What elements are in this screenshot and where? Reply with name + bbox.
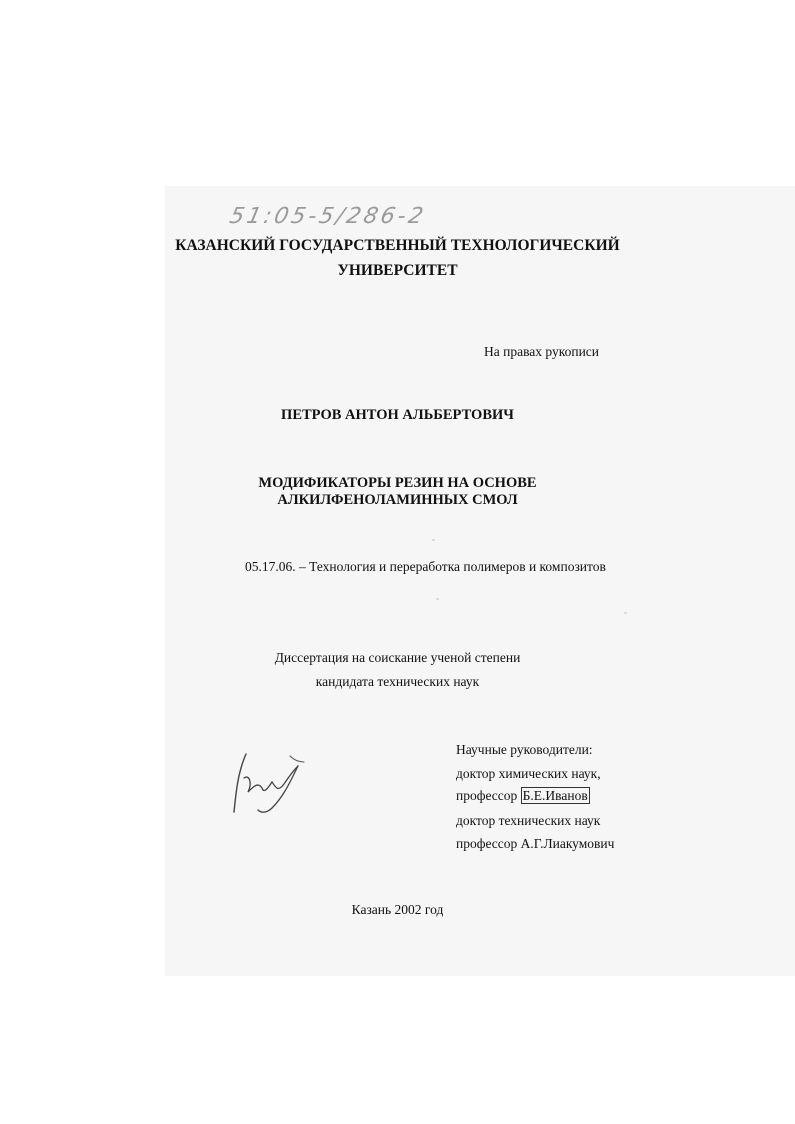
institution-line-2: УНИВЕРСИТЕТ [337, 262, 458, 279]
author-signature [228, 748, 310, 820]
degree-line-1: Диссертация на соискание ученой степени [274, 650, 521, 665]
scan-speck [432, 539, 435, 541]
institution-line-1: КАЗАНСКИЙ ГОСУДАРСТВЕННЫЙ ТЕХНОЛОГИЧЕСКИЙ [175, 237, 620, 254]
dissertation-title-line-1: МОДИФИКАТОРЫ РЕЗИН НА ОСНОВЕ [258, 475, 537, 491]
author-name: ПЕТРОВ АНТОН АЛЬБЕРТОВИЧ [281, 407, 514, 423]
supervisors-heading: Научные руководители: [456, 742, 593, 757]
specialty-code: 05.17.06. – Технология и переработка полимеров и композитов [245, 559, 606, 574]
handwritten-code-text: 51:05-5/286-2 [227, 204, 429, 229]
dissertation-title-line-2: АЛКИЛФЕНОЛАМИННЫХ СМОЛ [277, 492, 518, 508]
degree-line-2: кандидата технических наук [315, 674, 480, 689]
place-and-year: Казань 2002 год [351, 902, 444, 917]
scan-speck [436, 598, 439, 600]
scan-speck [624, 612, 627, 614]
supervisor-1-title: профессор [456, 788, 518, 803]
supervisor-1-name [456, 789, 590, 803]
manuscript-rights: На правах рукописи [484, 344, 600, 359]
handwritten-code [227, 204, 520, 238]
scan-background [165, 186, 795, 976]
supervisor-1-name-boxed: Б.Е.Иванов [522, 788, 588, 803]
supervisor-2-degree: доктор технических наук [456, 813, 601, 828]
supervisor-1-degree: доктор химических наук, [456, 766, 601, 781]
supervisor-2-name: профессор А.Г.Лиакумович [456, 836, 615, 851]
